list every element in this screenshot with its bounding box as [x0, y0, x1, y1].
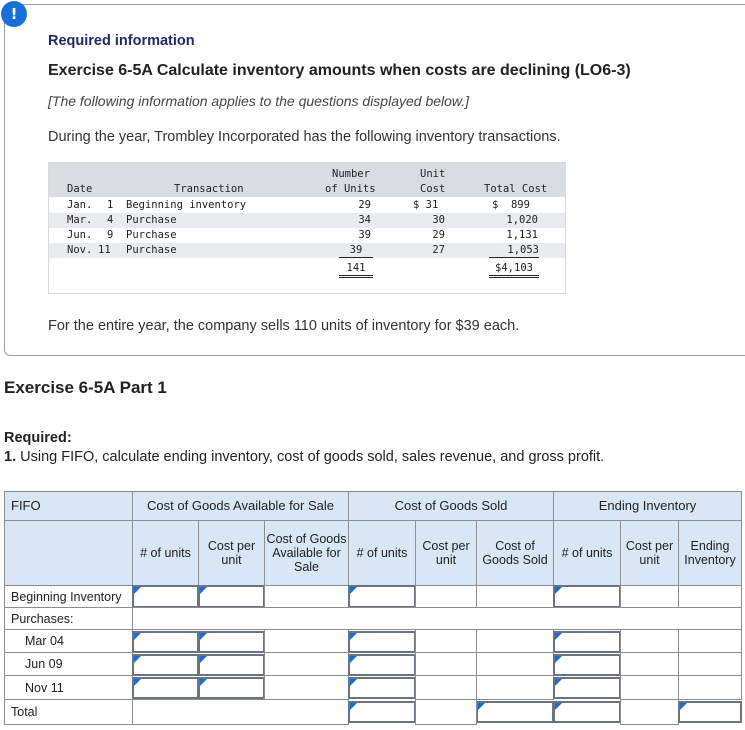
jun-units-available-field[interactable] [134, 656, 197, 674]
exclamation-icon: ! [1, 1, 27, 27]
row-label-purchases: Purchases: [4, 607, 133, 630]
jun-units-sold-field[interactable] [350, 656, 414, 674]
nov-units-ending-input[interactable] [553, 677, 621, 699]
mar-cost-per-unit-input[interactable] [198, 631, 265, 653]
mar-ending-cell [678, 629, 742, 653]
row-total: 1,053 [489, 243, 539, 258]
jun-cost-per-unit-input[interactable] [198, 654, 265, 676]
beginning-cost-per-unit-input[interactable] [198, 585, 265, 608]
col-cogs: Cost of Goods Sold [476, 520, 554, 586]
col-cost-per-unit-available: Cost per unit [198, 520, 265, 586]
row-cost: 27 [432, 244, 445, 256]
purchases-spacer-row [132, 607, 742, 630]
jun-units-available-input[interactable] [132, 654, 199, 676]
group-sold: Cost of Goods Sold [348, 491, 554, 521]
row-label-beginning: Beginning Inventory [4, 585, 133, 608]
beginning-units-sold-field[interactable] [350, 587, 414, 606]
total-units-sold-field[interactable] [350, 703, 414, 721]
exercise-title: Exercise 6-5A Calculate inventory amounts when costs are declining (LO6-3) [48, 62, 631, 79]
row-transaction: Beginning inventory [126, 199, 247, 211]
nov-ending-cell [678, 675, 742, 700]
row-units: 39 [339, 243, 373, 258]
required-info-card [4, 4, 745, 356]
row-month: Nov. [67, 244, 93, 256]
jun-cogas-cell [264, 652, 349, 676]
row-units: 39 [358, 229, 371, 241]
row-transaction: Purchase [126, 244, 177, 256]
transaction-row [49, 243, 565, 258]
mar-cost-per-unit-field[interactable] [200, 633, 263, 651]
total-cost-per-unit-sold-cell [415, 699, 477, 725]
mar-units-ending-field[interactable] [555, 633, 619, 651]
total-cost-ending-cell [620, 699, 679, 725]
nov-units-ending-field[interactable] [555, 679, 619, 697]
total-available-spacer [132, 699, 349, 725]
mar-cogas-cell [264, 629, 349, 653]
mar-units-available-input[interactable] [132, 631, 199, 653]
total-cogs-input[interactable] [476, 701, 554, 723]
total-units-ending-input[interactable] [553, 701, 621, 723]
beginning-cogs-cell [476, 585, 554, 608]
row-units: 29 [358, 199, 371, 211]
total-cost: $4,103 [489, 261, 539, 278]
required-text [4, 449, 604, 465]
nov-cost-ending-cell [620, 675, 679, 700]
col-cost-per-unit-sold: Cost per unit [415, 520, 477, 586]
col-cogas: Cost of Goods Available for Sale [264, 520, 349, 586]
nov-units-sold-input[interactable] [348, 677, 416, 699]
beginning-units-available-input[interactable] [132, 585, 199, 608]
required-label: Required: [4, 430, 72, 446]
total-units-ending-field[interactable] [555, 703, 619, 721]
beginning-cogas-cell [264, 585, 349, 608]
row-units: 34 [358, 214, 371, 226]
row-transaction: Purchase [126, 214, 177, 226]
transactions-total-row [49, 261, 565, 281]
jun-units-ending-field[interactable] [555, 656, 619, 674]
row-total: 1,131 [506, 229, 538, 241]
mar-units-available-field[interactable] [134, 633, 197, 651]
row-day: 1 [107, 199, 114, 211]
nov-units-available-field[interactable] [134, 679, 197, 697]
col-units-sold: # of units [348, 520, 416, 586]
jun-cost-ending-cell [620, 652, 679, 676]
sales-note: For the entire year, the company sells 110 units of inventory for $39 each. [48, 318, 520, 334]
nov-units-sold-field[interactable] [350, 679, 414, 697]
jun-units-ending-input[interactable] [553, 654, 621, 676]
row-month: Jun. [67, 229, 93, 241]
nov-units-available-input[interactable] [132, 677, 199, 699]
row-transaction: Purchase [126, 229, 177, 241]
col-units-2: of Units [325, 183, 376, 195]
col-date: Date [67, 183, 93, 195]
row-day: 4 [107, 214, 114, 226]
col-units-available: # of units [132, 520, 199, 586]
beginning-units-ending-input[interactable] [553, 585, 621, 608]
mar-cost-ending-cell [620, 629, 679, 653]
group-available: Cost of Goods Available for Sale [132, 491, 349, 521]
col-cost-1: Unit [420, 168, 446, 180]
beginning-units-sold-input[interactable] [348, 585, 416, 608]
col-total: Total Cost [484, 183, 548, 195]
jun-ending-cell [678, 652, 742, 676]
col-units-ending: # of units [553, 520, 621, 586]
total-ending-inventory-input[interactable] [678, 701, 742, 723]
jun-cost-per-unit-field[interactable] [200, 656, 263, 674]
total-cogs-field[interactable] [478, 703, 552, 721]
row-label-total: Total [4, 699, 133, 725]
fifo-table [4, 491, 742, 725]
nov-cost-per-unit-input[interactable] [198, 677, 265, 699]
jun-cost-per-unit-sold-cell [415, 652, 477, 676]
beginning-cost-per-unit-sold-cell [415, 585, 477, 608]
row-total: 1,020 [506, 214, 538, 226]
col-transaction: Transaction [174, 183, 244, 195]
required-number: 1. [4, 449, 17, 465]
transaction-row [49, 228, 565, 243]
row-cost: 29 [432, 229, 445, 241]
nov-cogas-cell [264, 675, 349, 700]
row-label-jun: Jun 09 [4, 652, 133, 676]
row-cost: 30 [432, 214, 445, 226]
row-label-header [4, 520, 133, 586]
required-information-heading: Required information [48, 33, 195, 49]
row-label-nov: Nov 11 [4, 675, 133, 700]
mar-units-sold-field[interactable] [350, 633, 414, 651]
mar-units-ending-input[interactable] [553, 631, 621, 653]
col-units-1: Number [332, 168, 370, 180]
group-ending: Ending Inventory [553, 491, 742, 521]
col-cost-2: Cost [420, 183, 446, 195]
beginning-ending-cell [678, 585, 742, 608]
part-title: Exercise 6-5A Part 1 [4, 378, 167, 397]
exercise-intro: During the year, Trombley Incorporated has the following inventory transactions. [48, 129, 561, 145]
beginning-units-ending-field[interactable] [555, 587, 619, 606]
transactions-header [49, 163, 565, 197]
transactions-table [48, 162, 566, 294]
transaction-row [49, 198, 565, 213]
mar-cogs-cell [476, 629, 554, 653]
mar-units-sold-input[interactable] [348, 631, 416, 653]
col-cost-per-unit-ending: Cost per unit [620, 520, 679, 586]
jun-cogs-cell [476, 652, 554, 676]
exercise-note: [The following information applies to the questions displayed below.] [48, 93, 470, 109]
col-ending-inventory: Ending Inventory [678, 520, 742, 586]
row-day: 11 [98, 244, 111, 256]
row-month: Mar. [67, 214, 93, 226]
beginning-cost-ending-cell [620, 585, 679, 608]
row-month: Jan. [67, 199, 93, 211]
total-units-sold-input[interactable] [348, 701, 416, 723]
beginning-units-available-field[interactable] [134, 587, 197, 606]
fifo-label: FIFO [4, 491, 133, 521]
row-total: $ 899 [492, 199, 530, 211]
total-units: 141 [339, 261, 373, 278]
nov-cost-per-unit-field[interactable] [200, 679, 263, 697]
row-label-mar: Mar 04 [4, 629, 133, 653]
required-description: Using FIFO, calculate ending inventory, cost of goods sold, sales revenue, and gross profit. [20, 449, 605, 465]
jun-units-sold-input[interactable] [348, 654, 416, 676]
nov-cogs-cell [476, 675, 554, 700]
total-ending-inventory-field[interactable] [680, 703, 740, 721]
nov-cost-per-unit-sold-cell [415, 675, 477, 700]
row-cost: $ 31 [413, 199, 439, 211]
row-day: 9 [107, 229, 114, 241]
beginning-cost-per-unit-field[interactable] [200, 587, 263, 606]
mar-cost-per-unit-sold-cell [415, 629, 477, 653]
transaction-row [49, 213, 565, 228]
